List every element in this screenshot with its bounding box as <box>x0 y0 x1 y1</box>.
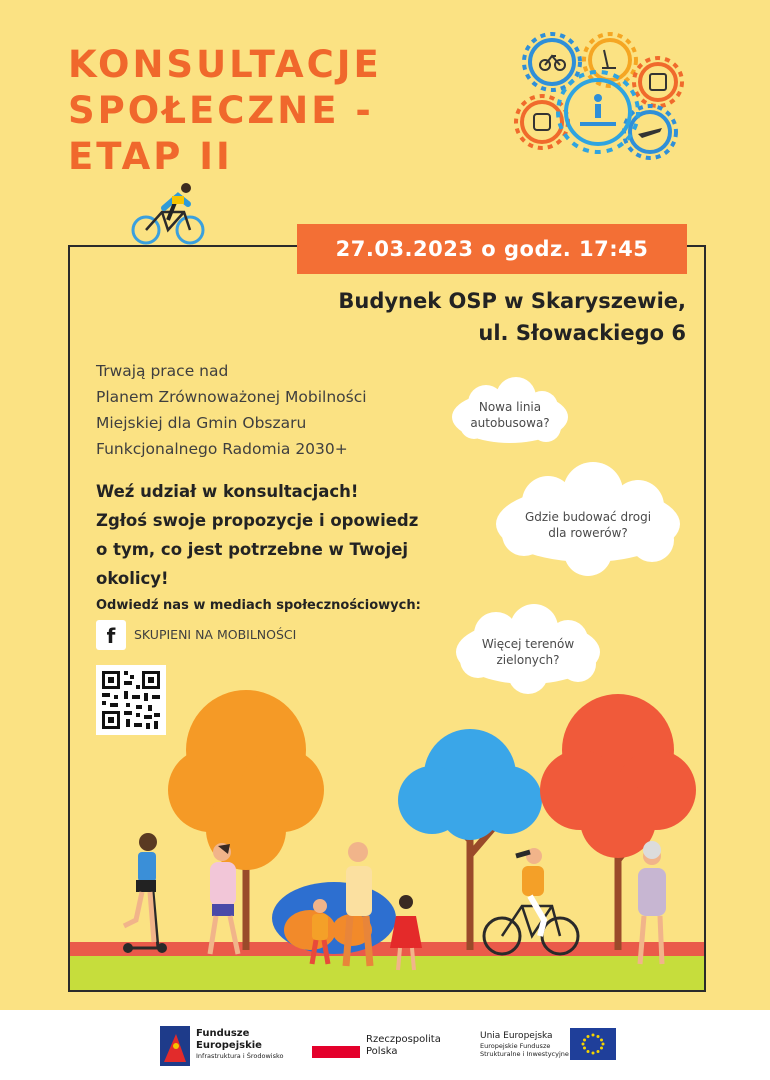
bubble-line: Gdzie budować drogi <box>524 510 652 524</box>
facebook-icon[interactable] <box>96 620 126 650</box>
plane-icon <box>638 128 662 138</box>
rp-line-2: Polska <box>366 1046 398 1057</box>
cyclist-woman <box>484 848 578 954</box>
tree-blue-middle <box>398 729 542 950</box>
facebook-page-link[interactable]: SKUPIENI NA MOBILNOŚCI <box>134 627 297 642</box>
ue-subtitle-1: Europejskie Fundusze <box>480 1042 551 1050</box>
cyclist-illustration <box>128 178 208 248</box>
event-date-banner: 27.03.2023 o godz. 17:45 <box>297 224 687 274</box>
footer-logos <box>0 1010 770 1080</box>
call-to-action <box>96 477 486 593</box>
scooter-icon <box>602 50 616 68</box>
bus-icon <box>650 74 666 90</box>
ue-subtitle-2: Strukturalne i Inwestycyjne <box>480 1050 569 1058</box>
intro-line: Miejskiej dla Gmin Obszaru <box>96 414 307 432</box>
fe-title-1: Fundusze <box>196 1028 250 1039</box>
bubble-line: Nowa linia <box>478 400 542 414</box>
bush <box>272 882 396 954</box>
mobility-gears-illustration <box>510 20 690 170</box>
thought-bubble-bus <box>446 375 574 453</box>
venue-line-1: Budynek OSP w Skaryszewie, <box>338 289 686 313</box>
fe-logo-text <box>196 1028 316 1060</box>
event-venue <box>206 285 686 349</box>
page-title <box>68 42 468 180</box>
cta-line: okolicy! <box>96 569 169 588</box>
intro-line: Trwają prace nad <box>96 362 229 380</box>
tree-red-right <box>540 694 696 950</box>
bicycle-icon <box>540 56 565 70</box>
title-line-3: ETAP II <box>68 135 233 178</box>
train-icon <box>534 114 550 130</box>
eu-flag-icon <box>570 1028 616 1060</box>
person-on-scooter <box>123 833 167 953</box>
social-media-label: Odwiedź nas w mediach społecznościowych: <box>96 598 421 613</box>
rp-line-1: Rzeczpospolita <box>366 1034 441 1045</box>
bubble-line: autobusowa? <box>470 416 550 430</box>
bubble-text <box>446 399 574 431</box>
intro-line: Funkcjonalnego Radomia 2030+ <box>96 440 348 458</box>
cta-line: o tym, co jest potrzebne w Twojej <box>96 540 409 559</box>
cta-line: Weź udział w konsultacjach! <box>96 482 359 501</box>
bubble-text <box>448 636 608 668</box>
polish-flag-icon <box>312 1046 360 1058</box>
intro-paragraph <box>96 358 456 462</box>
facebook-glyph: f <box>106 624 116 648</box>
venue-line-2: ul. Słowackiego 6 <box>478 321 686 345</box>
bubble-line: dla rowerów? <box>548 526 628 540</box>
fe-subtitle: Infrastruktura i Środowisko <box>196 1052 284 1060</box>
bubble-text <box>488 509 688 541</box>
fundusze-europejskie-logo <box>160 1026 190 1066</box>
park-scene-illustration <box>70 680 704 990</box>
thought-bubble-bike-roads <box>488 462 688 582</box>
title-line-2: SPOŁECZNE - <box>68 89 374 132</box>
pedestrian-crossing-icon <box>580 94 616 126</box>
intro-line: Planem Zrównoważonej Mobilności <box>96 388 367 406</box>
ue-title: Unia Europejska <box>480 1031 553 1041</box>
fe-title-2: Europejskie <box>196 1040 262 1051</box>
bubble-line: Więcej terenów <box>481 637 575 651</box>
cta-line: Zgłoś swoje propozycje i opowiedz <box>96 511 419 530</box>
rp-logo-text <box>366 1034 466 1058</box>
bubble-line: zielonych? <box>496 653 560 667</box>
title-line-1: KONSULTACJE <box>68 43 382 86</box>
